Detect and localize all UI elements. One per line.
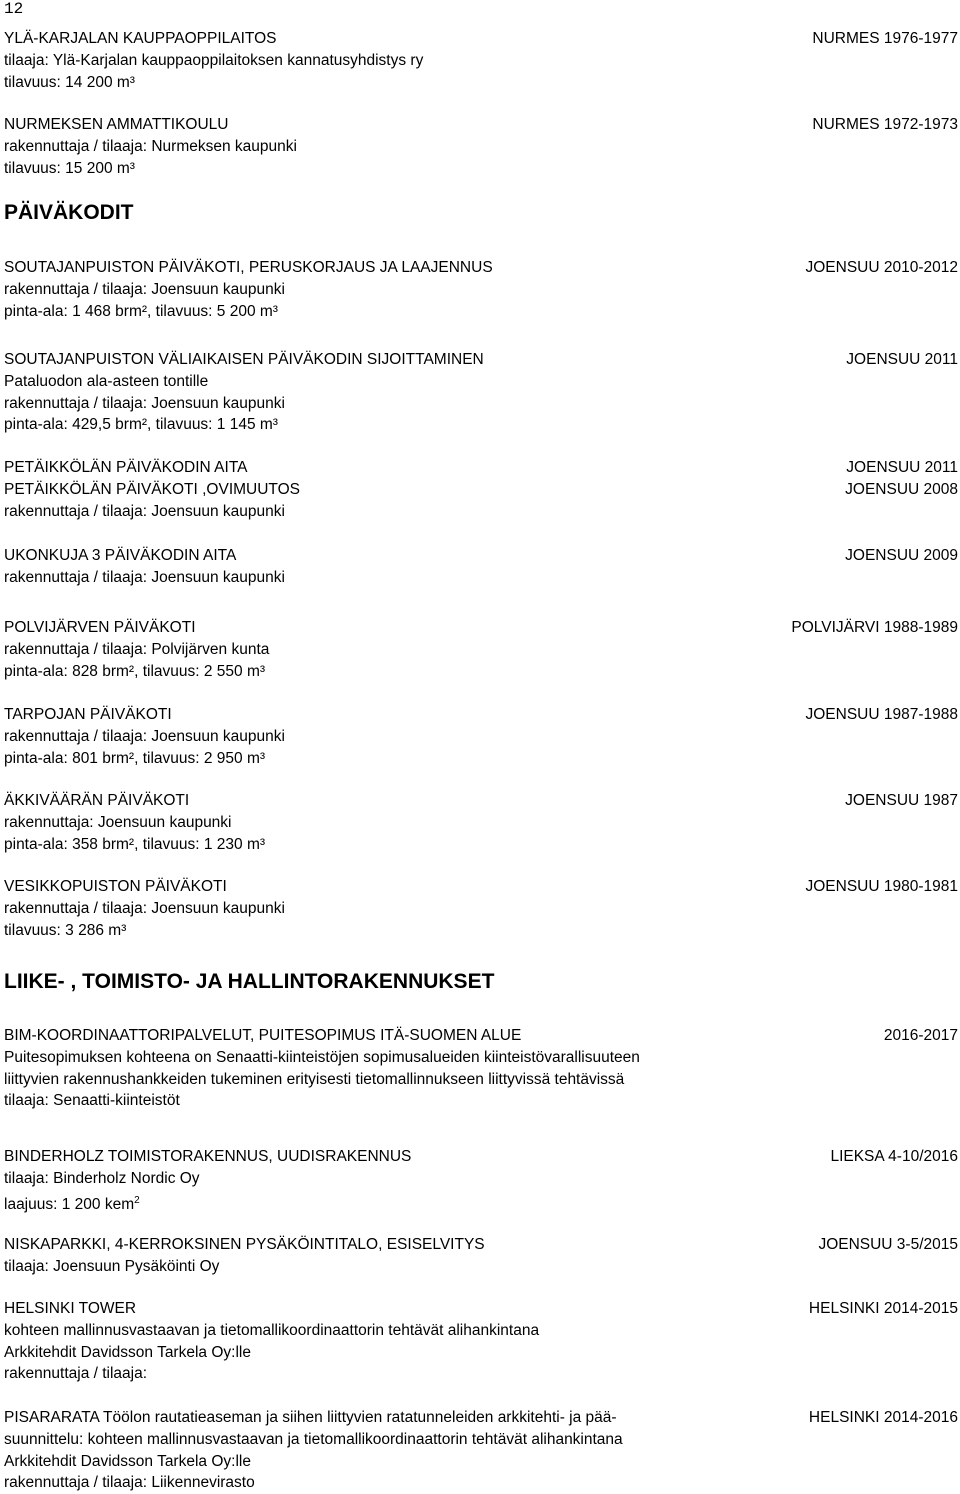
project-detail-line <box>4 301 958 323</box>
project-location-years: LIEKSA 4-10/2016 <box>830 1148 958 1165</box>
project-detail-line <box>4 393 958 415</box>
project-detail-text: Pataluodon ala-asteen tontille <box>4 372 209 390</box>
project-detail-line <box>4 726 958 748</box>
project-entry-bim-koordinaattori <box>4 1025 958 1112</box>
project-entry-pisararata <box>4 1407 958 1494</box>
project-detail-text: Arkkitehdit Davidsson Tarkela Oy:lle <box>4 1452 251 1470</box>
project-detail-text: tilaaja: Binderholz Nordic Oy <box>4 1169 200 1187</box>
project-detail-line <box>4 1363 958 1385</box>
page-number: 12 <box>4 0 24 18</box>
project-detail-text: tilavuus: 15 200 m³ <box>4 159 135 177</box>
project-entry-soutajanpuisto-valiaikainen <box>4 349 958 436</box>
project-title: POLVIJÄRVEN PÄIVÄKOTI <box>4 619 196 636</box>
project-detail-text: pinta-ala: 1 468 brm², tilavuus: 5 200 m³ <box>4 302 278 320</box>
project-detail-text: pinta-ala: 801 brm², tilavuus: 2 950 m³ <box>4 749 266 767</box>
project-entry-petaikkola <box>4 457 958 522</box>
project-entry-polvijarven-paivakoti <box>4 617 958 682</box>
project-location-years: JOENSUU 2011 <box>846 459 958 476</box>
project-title-row <box>4 457 958 479</box>
project-title-row <box>4 704 958 726</box>
project-detail-line <box>4 567 958 589</box>
section-heading: LIIKE- , TOIMISTO- JA HALLINTORAKENNUKSET <box>4 970 495 993</box>
project-detail-line <box>4 501 958 523</box>
project-detail-line <box>4 136 958 158</box>
project-location-years: 2016-2017 <box>883 1027 958 1044</box>
project-entry-vesikkopuiston-paivakoti <box>4 876 958 941</box>
project-detail-line <box>4 1047 958 1069</box>
project-detail-text: laajuus: 1 200 kem <box>4 1195 135 1213</box>
project-title-row <box>4 617 958 639</box>
project-location-years: JOENSUU 2010-2012 <box>805 259 958 276</box>
project-title: PISARARATA Töölon rautatieaseman ja siihen liittyvien ratatunneleiden arkkitehti- ja pää- <box>4 1409 617 1426</box>
project-title: BIM-KOORDINAATTORIPALVELUT, PUITESOPIMUS ITÄ-SUOMEN ALUE <box>4 1027 522 1044</box>
project-title-row <box>4 545 958 567</box>
project-detail-text: rakennuttaja / tilaaja: Joensuun kaupunki <box>4 568 285 586</box>
project-title: VESIKKOPUISTON PÄIVÄKOTI <box>4 878 227 895</box>
project-entry-soutajanpuisto-peruskorjaus <box>4 257 958 322</box>
project-detail-text: rakennuttaja / tilaaja: Liikennevirasto <box>4 1474 255 1492</box>
project-title-row <box>4 1407 958 1429</box>
project-entry-niskaparkki <box>4 1234 958 1278</box>
project-title-row <box>4 349 958 371</box>
project-detail-line <box>4 748 958 770</box>
project-location-years: POLVIJÄRVI 1988-1989 <box>791 619 958 636</box>
project-detail-line <box>4 898 958 920</box>
project-detail-line <box>4 279 958 301</box>
project-detail-line <box>4 72 958 94</box>
project-title-row <box>4 1234 958 1256</box>
project-location-years: NURMES 1972-1973 <box>812 116 958 133</box>
project-detail-text: kohteen mallinnusvastaavan ja tietomallikoordinaattorin tehtävät alihankintana <box>4 1321 540 1339</box>
project-location-years: JOENSUU 2011 <box>846 351 958 368</box>
project-location-years: JOENSUU 3-5/2015 <box>818 1236 958 1253</box>
project-detail-text: tilavuus: 3 286 m³ <box>4 921 127 939</box>
project-title-row <box>4 790 958 812</box>
project-detail-text: tilaaja: Joensuun Pysäköinti Oy <box>4 1257 220 1275</box>
project-detail-text: rakennuttaja / tilaaja: <box>4 1365 148 1383</box>
project-detail-line <box>4 1256 958 1278</box>
project-title: SOUTAJANPUISTON VÄLIAIKAISEN PÄIVÄKODIN SIJOITTAMINEN <box>4 351 484 368</box>
project-entry-binderholz <box>4 1146 958 1215</box>
project-detail-line <box>4 1472 958 1494</box>
project-entry-yla-karjala <box>4 28 958 93</box>
project-location-years: JOENSUU 2009 <box>845 547 958 564</box>
project-title-row <box>4 479 958 501</box>
project-title: TARPOJAN PÄIVÄKOTI <box>4 706 172 723</box>
project-entry-nurmeksen-ammattikoulu <box>4 114 958 179</box>
project-detail-text: rakennuttaja: Joensuun kaupunki <box>4 813 232 831</box>
project-detail-text: pinta-ala: 358 brm², tilavuus: 1 230 m³ <box>4 835 266 853</box>
project-detail-text: pinta-ala: 828 brm², tilavuus: 2 550 m³ <box>4 662 266 680</box>
project-detail-text: pinta-ala: 429,5 brm², tilavuus: 1 145 m³ <box>4 416 278 434</box>
project-location-years: JOENSUU 1987-1988 <box>805 706 958 723</box>
project-title: NISKAPARKKI, 4-KERROKSINEN PYSÄKÖINTITALO, ESISELVITYS <box>4 1236 485 1253</box>
project-location-years: HELSINKI 2014-2015 <box>808 1300 958 1317</box>
project-title-row <box>4 1025 958 1047</box>
project-entry-tarpojan-paivakoti <box>4 704 958 769</box>
project-title-row <box>4 28 958 50</box>
project-detail-text: liittyvien rakennushankkeiden tukeminen erityisesti tietomallinnukseen liittyvissä tehtävissä <box>4 1070 625 1088</box>
project-title: PETÄIKKÖLÄN PÄIVÄKOTI ,OVIMUUTOS <box>4 480 301 498</box>
project-detail-line <box>4 834 958 856</box>
project-title-row <box>4 1298 958 1320</box>
project-detail-text: rakennuttaja / tilaaja: Nurmeksen kaupunki <box>4 137 297 155</box>
project-detail-text: tilaaja: Ylä-Karjalan kauppaoppilaitoksen kannatusyhdistys ry <box>4 51 424 69</box>
project-title: NURMEKSEN AMMATTIKOULU <box>4 116 229 133</box>
project-title-row <box>4 876 958 898</box>
section-heading: PÄIVÄKODIT <box>4 201 134 224</box>
project-entry-helsinki-tower <box>4 1298 958 1385</box>
project-location-years: HELSINKI 2014-2016 <box>808 1409 958 1426</box>
project-detail-text: tilaaja: Senaatti-kiinteistöt <box>4 1092 180 1110</box>
project-detail-text: rakennuttaja / tilaaja: Joensuun kaupunki <box>4 727 285 745</box>
project-location-years: JOENSUU 1987 <box>845 792 958 809</box>
project-detail-line <box>4 661 958 683</box>
project-detail-text: rakennuttaja / tilaaja: Joensuun kaupunki <box>4 502 285 520</box>
project-title: SOUTAJANPUISTON PÄIVÄKOTI, PERUSKORJAUS JA LAAJENNUS <box>4 259 493 276</box>
project-detail-line <box>4 812 958 834</box>
project-title-row <box>4 257 958 279</box>
project-detail-text: rakennuttaja / tilaaja: Joensuun kaupunki <box>4 394 285 412</box>
project-detail-line <box>4 1451 958 1473</box>
project-detail-line <box>4 414 958 436</box>
project-detail-text: rakennuttaja / tilaaja: Polvijärven kunta <box>4 640 270 658</box>
superscript: 2 <box>134 1194 140 1206</box>
project-detail-line <box>4 1320 958 1342</box>
project-detail-text: Arkkitehdit Davidsson Tarkela Oy:lle <box>4 1343 251 1361</box>
project-title: HELSINKI TOWER <box>4 1300 137 1317</box>
project-entry-ukonkuja <box>4 545 958 589</box>
project-title: YLÄ-KARJALAN KAUPPAOPPILAITOS <box>4 30 277 47</box>
project-detail-line <box>4 1069 958 1091</box>
project-detail-line <box>4 1168 958 1190</box>
project-title: PETÄIKKÖLÄN PÄIVÄKODIN AITA <box>4 459 248 476</box>
project-detail-line <box>4 1342 958 1364</box>
project-detail-line <box>4 50 958 72</box>
project-title: BINDERHOLZ TOIMISTORAKENNUS, UUDISRAKENNUS <box>4 1148 412 1165</box>
project-detail-text: suunnittelu: kohteen mallinnusvastaavan ja tietomallikoordinaattorin tehtävät alihankintana <box>4 1430 623 1448</box>
project-title: UKONKUJA 3 PÄIVÄKODIN AITA <box>4 547 237 564</box>
project-location-years: NURMES 1976-1977 <box>812 30 958 47</box>
project-detail-text: Puitesopimuksen kohteena on Senaatti-kiinteistöjen sopimusalueiden kiinteistövarallisuuteen <box>4 1048 640 1066</box>
project-detail-line <box>4 920 958 942</box>
project-title: ÄKKIVÄÄRÄN PÄIVÄKOTI <box>4 792 190 809</box>
project-title-row <box>4 114 958 136</box>
project-location-years: JOENSUU 1980-1981 <box>805 878 958 895</box>
project-detail-line <box>4 1429 958 1451</box>
project-detail-line <box>4 371 958 393</box>
project-detail-line <box>4 1190 958 1216</box>
project-detail-text: rakennuttaja / tilaaja: Joensuun kaupunki <box>4 899 285 917</box>
project-detail-text: rakennuttaja / tilaaja: Joensuun kaupunki <box>4 280 285 298</box>
project-detail-line <box>4 639 958 661</box>
project-detail-text: tilavuus: 14 200 m³ <box>4 73 135 91</box>
project-entry-akkivaaran-paivakoti <box>4 790 958 855</box>
project-detail-line <box>4 158 958 180</box>
project-location-years: JOENSUU 2008 <box>845 480 958 498</box>
project-detail-line <box>4 1090 958 1112</box>
project-title-row <box>4 1146 958 1168</box>
